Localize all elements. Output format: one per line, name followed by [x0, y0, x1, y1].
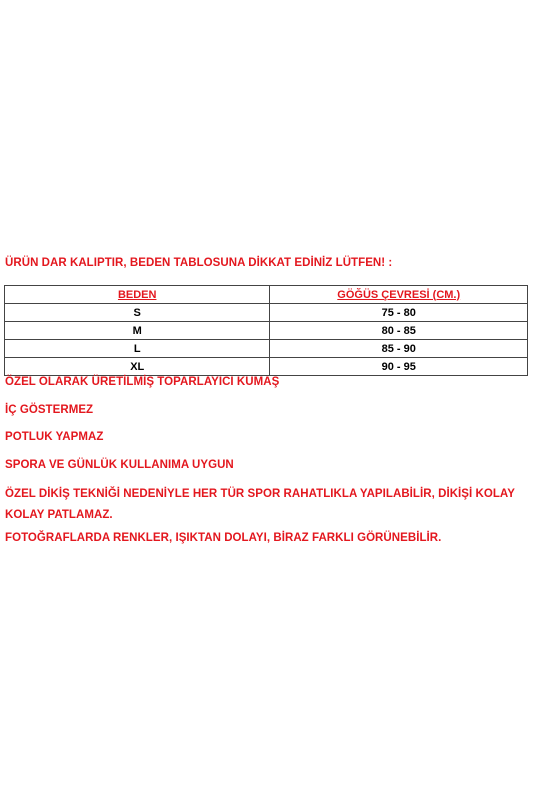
feature-sport-daily: SPORA VE GÜNLÜK KULLANIMA UYGUN	[5, 459, 234, 471]
column-header-size: BEDEN	[5, 286, 270, 304]
size-notice-heading: ÜRÜN DAR KALIPTIR, BEDEN TABLOSUNA DİKKAT EDİNİZ LÜTFEN! :	[5, 257, 393, 269]
table-row	[5, 358, 528, 376]
size-cell: M	[5, 322, 270, 340]
table-row	[5, 304, 528, 322]
feature-not-see-through: İÇ GÖSTERMEZ	[5, 404, 94, 416]
feature-fabric: ÖZEL OLARAK ÜRETİLMİŞ TOPARLAYICI KUMAŞ	[5, 376, 280, 388]
size-cell: S	[5, 304, 270, 322]
size-table	[4, 285, 528, 376]
feature-no-bagging: POTLUK YAPMAZ	[5, 431, 104, 443]
chest-cell: 90 - 95	[270, 358, 528, 376]
chest-cell: 75 - 80	[270, 304, 528, 322]
table-row	[5, 322, 528, 340]
color-disclaimer: FOTOĞRAFLARDA RENKLER, IŞIKTAN DOLAYI, BİRAZ FARKLI GÖRÜNEBİLİR.	[5, 532, 442, 544]
size-cell: XL	[5, 358, 270, 376]
table-row	[5, 340, 528, 358]
table-header-row	[5, 286, 528, 304]
size-cell: L	[5, 340, 270, 358]
feature-stitching: ÖZEL DİKİŞ TEKNİĞİ NEDENİYLE HER TÜR SPOR RAHATLIKLA YAPILABİLİR, DİKİŞİ KOLAY KOLAY PATLAMAZ.	[5, 488, 515, 521]
chest-cell: 80 - 85	[270, 322, 528, 340]
chest-cell: 85 - 90	[270, 340, 528, 358]
column-header-chest: GÖĞÜS ÇEVRESİ (CM.)	[270, 286, 528, 304]
